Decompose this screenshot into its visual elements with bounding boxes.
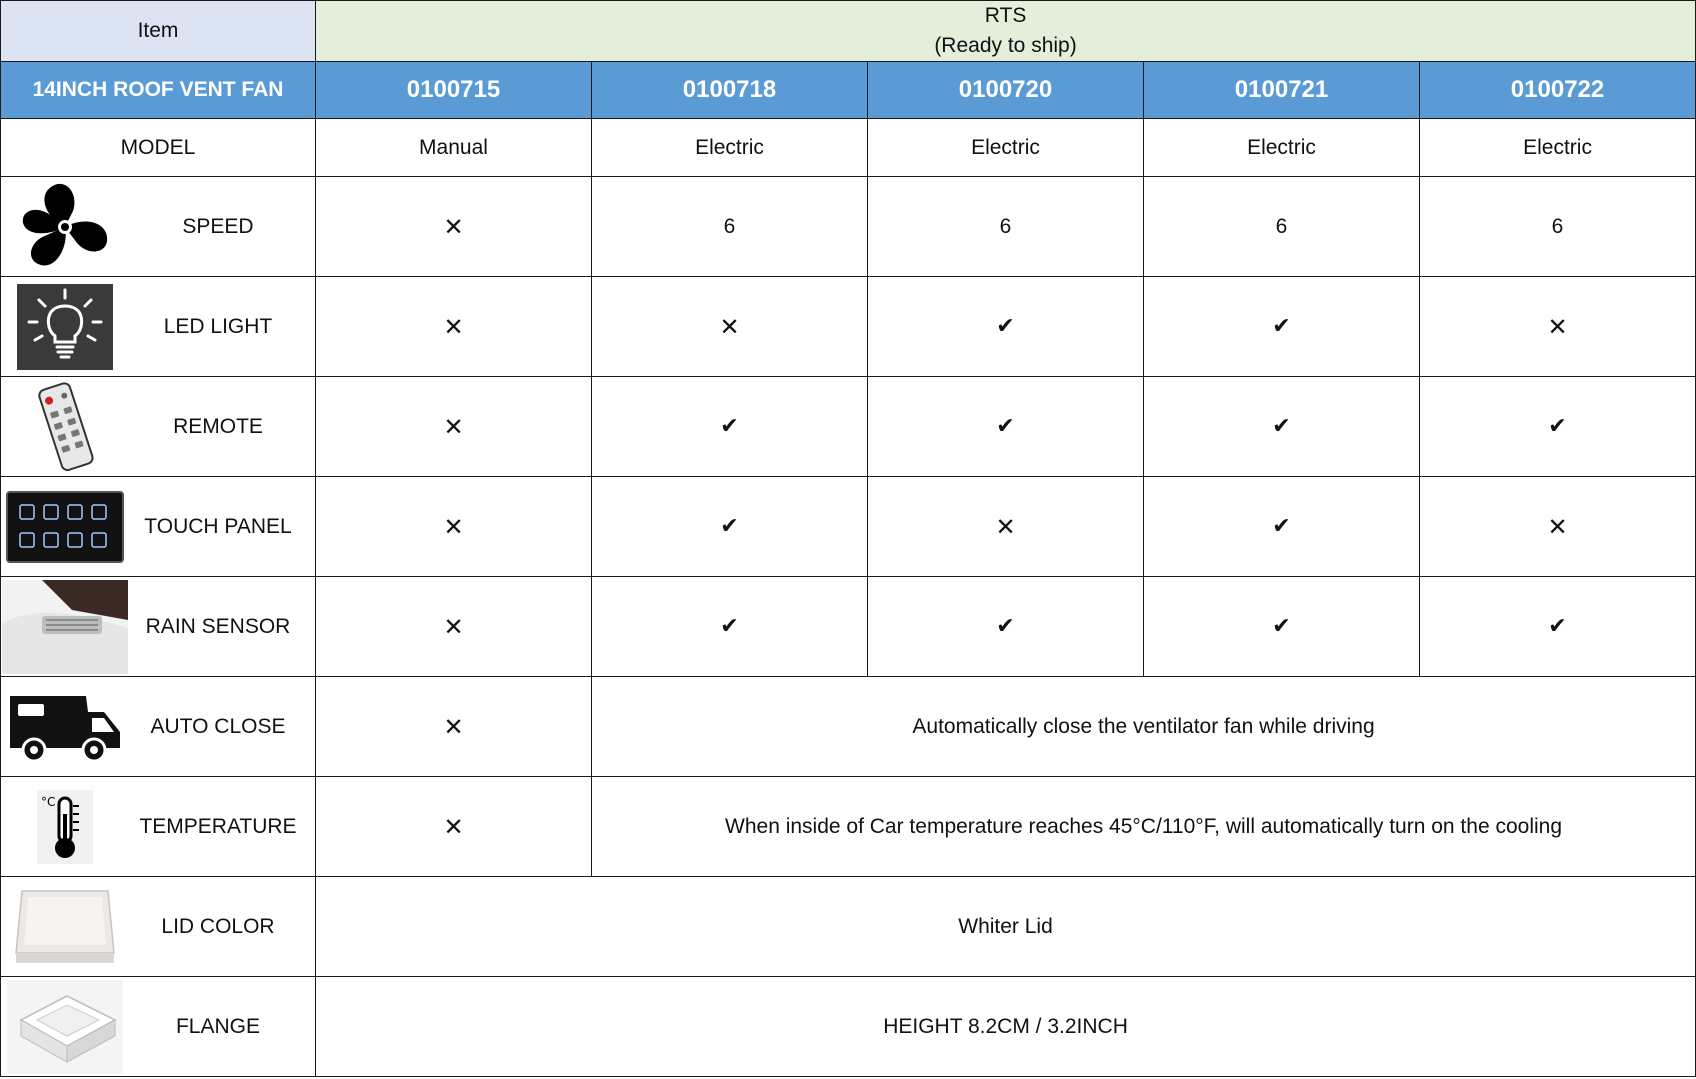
model-type-cell (1420, 119, 1696, 177)
speed-cell (592, 177, 868, 277)
yes-mark: ✔ (1272, 614, 1291, 639)
thermometer-icon (1, 779, 129, 875)
model-number-cell (868, 62, 1144, 119)
model-number-cell (1420, 62, 1696, 119)
auto-close-cell (316, 677, 592, 777)
feature-name-cell (1, 477, 316, 577)
model-type-cell (316, 119, 592, 177)
model-type-row (1, 119, 1696, 177)
feature-name-cell (1, 977, 316, 1077)
product-name: 14INCH ROOF VENT FAN (32, 78, 284, 101)
model-type: Manual (419, 135, 488, 159)
feature-label: TOUCH PANEL (144, 514, 292, 538)
item-header-label: Item (137, 19, 179, 42)
rain-sensor-icon (1, 579, 129, 675)
model-type: Electric (1247, 135, 1316, 159)
model-number-cell (1144, 62, 1420, 119)
touch-panel-icon (1, 479, 129, 575)
led-light-cell (592, 277, 868, 377)
temperature-description: When inside of Car temperature reaches 45°C/110°F, will automatically turn on the cooling (725, 814, 1563, 838)
feature-name-cell (1, 177, 316, 277)
touch-panel-row (1, 477, 1696, 577)
remote-cell (1420, 377, 1696, 477)
lid-color-row (1, 877, 1696, 977)
temperature-row (1, 777, 1696, 877)
feature-label: RAIN SENSOR (145, 614, 291, 638)
yes-mark: ✔ (996, 314, 1015, 339)
remote-row (1, 377, 1696, 477)
model-type: Electric (695, 135, 764, 159)
rts-title: RTS (984, 4, 1027, 27)
rts-header-cell (316, 1, 1696, 62)
flange-row (1, 977, 1696, 1077)
no-mark: ✕ (1547, 512, 1568, 541)
no-mark: ✕ (443, 512, 464, 541)
yes-mark: ✔ (1548, 614, 1567, 639)
yes-mark: ✔ (996, 614, 1015, 639)
no-mark: ✕ (443, 412, 464, 441)
yes-mark: ✔ (996, 414, 1015, 439)
yes-mark: ✔ (1272, 414, 1291, 439)
model-type-cell (1144, 119, 1420, 177)
model-number: 0100720 (958, 76, 1053, 103)
feature-label: FLANGE (175, 1014, 261, 1038)
flange-description: HEIGHT 8.2CM / 3.2INCH (883, 1014, 1128, 1038)
speed-value: 6 (1551, 214, 1564, 238)
yes-mark: ✔ (1272, 314, 1291, 339)
lid-color-description-cell (316, 877, 1696, 977)
camper-truck-icon (1, 679, 129, 775)
feature-name-cell (1, 377, 316, 477)
yes-mark: ✔ (1548, 414, 1567, 439)
no-mark: ✕ (443, 612, 464, 641)
feature-name-cell (1, 577, 316, 677)
header-row (1, 1, 1696, 62)
yes-mark: ✔ (720, 414, 739, 439)
auto-close-row (1, 677, 1696, 777)
touch-panel-cell (316, 477, 592, 577)
speed-value: 6 (999, 214, 1012, 238)
feature-name-cell (1, 777, 316, 877)
light-bulb-icon (1, 279, 129, 375)
led-light-cell (1144, 277, 1420, 377)
speed-value: 6 (723, 214, 736, 238)
feature-name-cell (1, 877, 316, 977)
remote-cell (592, 377, 868, 477)
rain-sensor-cell (316, 577, 592, 677)
touch-panel-cell (868, 477, 1144, 577)
feature-name-cell (1, 677, 316, 777)
yes-mark: ✔ (720, 614, 739, 639)
product-name-cell (1, 62, 316, 119)
remote-control-icon (1, 379, 129, 475)
lid-color-description: Whiter Lid (958, 914, 1053, 938)
rain-sensor-cell (1420, 577, 1696, 677)
speed-row (1, 177, 1696, 277)
flange-description-cell (316, 977, 1696, 1077)
model-type: Electric (971, 135, 1040, 159)
auto-close-description-cell (592, 677, 1696, 777)
rain-sensor-cell (868, 577, 1144, 677)
item-header-cell (1, 1, 316, 62)
model-number-cell (316, 62, 592, 119)
touch-panel-cell (592, 477, 868, 577)
yes-mark: ✔ (720, 514, 739, 539)
remote-cell (1144, 377, 1420, 477)
feature-label: LED LIGHT (163, 314, 273, 338)
feature-label: REMOTE (173, 414, 263, 438)
led-light-cell (316, 277, 592, 377)
model-label: MODEL (120, 135, 196, 159)
model-label-cell (1, 119, 316, 177)
model-number: 0100722 (1510, 76, 1605, 103)
svg-text:°C: °C (41, 794, 56, 809)
speed-value: 6 (1275, 214, 1288, 238)
flange-icon (1, 979, 129, 1075)
touch-panel-cell (1420, 477, 1696, 577)
rain-sensor-cell (592, 577, 868, 677)
auto-close-description: Automatically close the ventilator fan while driving (912, 714, 1375, 738)
rts-subtitle: (Ready to ship) (934, 34, 1077, 57)
rain-sensor-row (1, 577, 1696, 677)
speed-cell (1144, 177, 1420, 277)
model-number: 0100718 (682, 76, 777, 103)
model-type: Electric (1523, 135, 1592, 159)
feature-label: SPEED (182, 214, 254, 238)
no-mark: ✕ (719, 312, 740, 341)
model-number-cell (592, 62, 868, 119)
feature-label: AUTO CLOSE (150, 714, 286, 738)
feature-label: LID COLOR (161, 914, 275, 938)
led-light-cell (1420, 277, 1696, 377)
no-mark: ✕ (443, 212, 464, 241)
speed-cell (316, 177, 592, 277)
model-number: 0100715 (406, 76, 501, 103)
led-light-cell (868, 277, 1144, 377)
no-mark: ✕ (995, 512, 1016, 541)
temperature-cell (316, 777, 592, 877)
model-type-cell (868, 119, 1144, 177)
remote-cell (868, 377, 1144, 477)
no-mark: ✕ (443, 812, 464, 841)
feature-label: TEMPERATURE (139, 814, 297, 838)
rain-sensor-cell (1144, 577, 1420, 677)
led-light-row (1, 277, 1696, 377)
feature-name-cell (1, 277, 316, 377)
fan-icon (1, 179, 129, 275)
no-mark: ✕ (443, 312, 464, 341)
touch-panel-cell (1144, 477, 1420, 577)
no-mark: ✕ (443, 712, 464, 741)
no-mark: ✕ (1547, 312, 1568, 341)
temperature-description-cell (592, 777, 1696, 877)
speed-cell (868, 177, 1144, 277)
white-lid-icon (1, 879, 129, 975)
product-row (1, 62, 1696, 119)
speed-cell (1420, 177, 1696, 277)
model-number: 0100721 (1234, 76, 1329, 103)
yes-mark: ✔ (1272, 514, 1291, 539)
remote-cell (316, 377, 592, 477)
model-type-cell (592, 119, 868, 177)
